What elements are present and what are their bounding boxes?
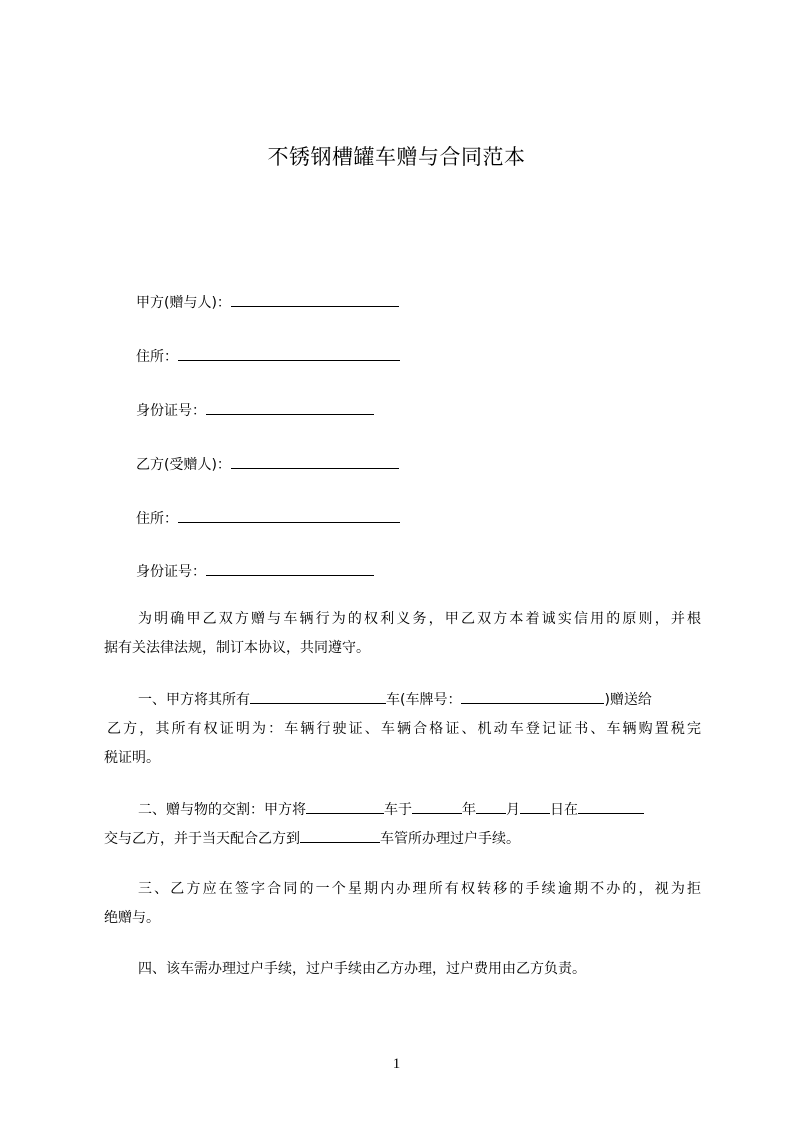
party-b-id-blank[interactable] xyxy=(206,561,374,576)
party-b-id-label: 身份证号： xyxy=(136,564,206,580)
party-a-address-label: 住所： xyxy=(136,349,178,365)
party-a-address-field xyxy=(136,346,400,366)
clause-1-line-2: 乙方，其所有权证明为：车辆行驶证、车辆合格证、机动车登记证书、车辆购置税完 xyxy=(107,721,701,737)
clause-2-place-blank[interactable] xyxy=(578,799,644,814)
clause-3-line-2: 绝赠与。 xyxy=(104,910,160,926)
clause-2-text-b: 车于 xyxy=(384,802,412,818)
party-b-id-field xyxy=(136,561,374,581)
clause-2-vehicle-blank[interactable] xyxy=(306,799,384,814)
clause-1 xyxy=(104,686,701,773)
clause-4 xyxy=(104,955,701,984)
party-b-address-blank[interactable] xyxy=(178,508,400,523)
party-b-address-field xyxy=(136,508,400,528)
clause-2-dmv-blank[interactable] xyxy=(300,828,380,843)
party-a-label: 甲方(赠与人)： xyxy=(136,295,231,311)
party-a-id-blank[interactable] xyxy=(206,400,374,415)
party-b-field xyxy=(136,454,399,474)
clause-2-year-blank[interactable] xyxy=(412,799,462,814)
clause-1-text-b: 车(车牌号： xyxy=(386,692,462,708)
clause-1-vehicle-blank[interactable] xyxy=(250,689,386,704)
clause-2-text-d: 月 xyxy=(506,802,520,818)
party-a-id-label: 身份证号： xyxy=(136,403,206,419)
party-b-address-label: 住所： xyxy=(136,511,178,527)
party-a-address-blank[interactable] xyxy=(178,346,400,361)
clause-1-line-3: 税证明。 xyxy=(104,750,160,766)
clause-4-line-1: 四、该车需办理过户手续，过户手续由乙方办理，过户费用由乙方负责。 xyxy=(138,961,586,977)
party-b-label: 乙方(受赠人)： xyxy=(136,457,231,473)
party-b-blank[interactable] xyxy=(231,454,399,469)
clause-1-text-a: 一、甲方将其所有 xyxy=(138,692,250,708)
party-a-field xyxy=(136,292,399,312)
page-number: 1 xyxy=(392,1056,401,1072)
clause-2-line-2b: 车管所办理过户手续。 xyxy=(380,831,520,847)
party-a-id-field xyxy=(136,400,374,420)
clause-2-day-blank[interactable] xyxy=(520,799,550,814)
intro-paragraph xyxy=(104,605,701,663)
clause-3-line-1: 三、乙方应在签字合同的一个星期内办理所有权转移的手续逾期不办的，视为拒 xyxy=(138,881,701,897)
clause-3 xyxy=(104,875,701,933)
clause-1-plate-blank[interactable] xyxy=(461,689,604,704)
clause-2-text-c: 年 xyxy=(462,802,476,818)
clause-2-line-2a: 交与乙方，并于当天配合乙方到 xyxy=(104,831,300,847)
clause-2 xyxy=(104,796,701,854)
clause-2-month-blank[interactable] xyxy=(476,799,506,814)
clause-2-text-a: 二、赠与物的交割：甲方将 xyxy=(138,802,306,818)
clause-1-text-c: )赠送给 xyxy=(604,692,652,708)
clause-2-text-e: 日在 xyxy=(550,802,578,818)
document-title: 不锈钢槽罐车赠与合同范本 xyxy=(267,145,526,169)
intro-line-2: 据有关法律法规，制订本协议，共同遵守。 xyxy=(104,640,370,656)
party-a-blank[interactable] xyxy=(231,292,399,307)
intro-line-1: 为明确甲乙双方赠与车辆行为的权利义务，甲乙双方本着诚实信用的原则，并根 xyxy=(138,611,701,627)
